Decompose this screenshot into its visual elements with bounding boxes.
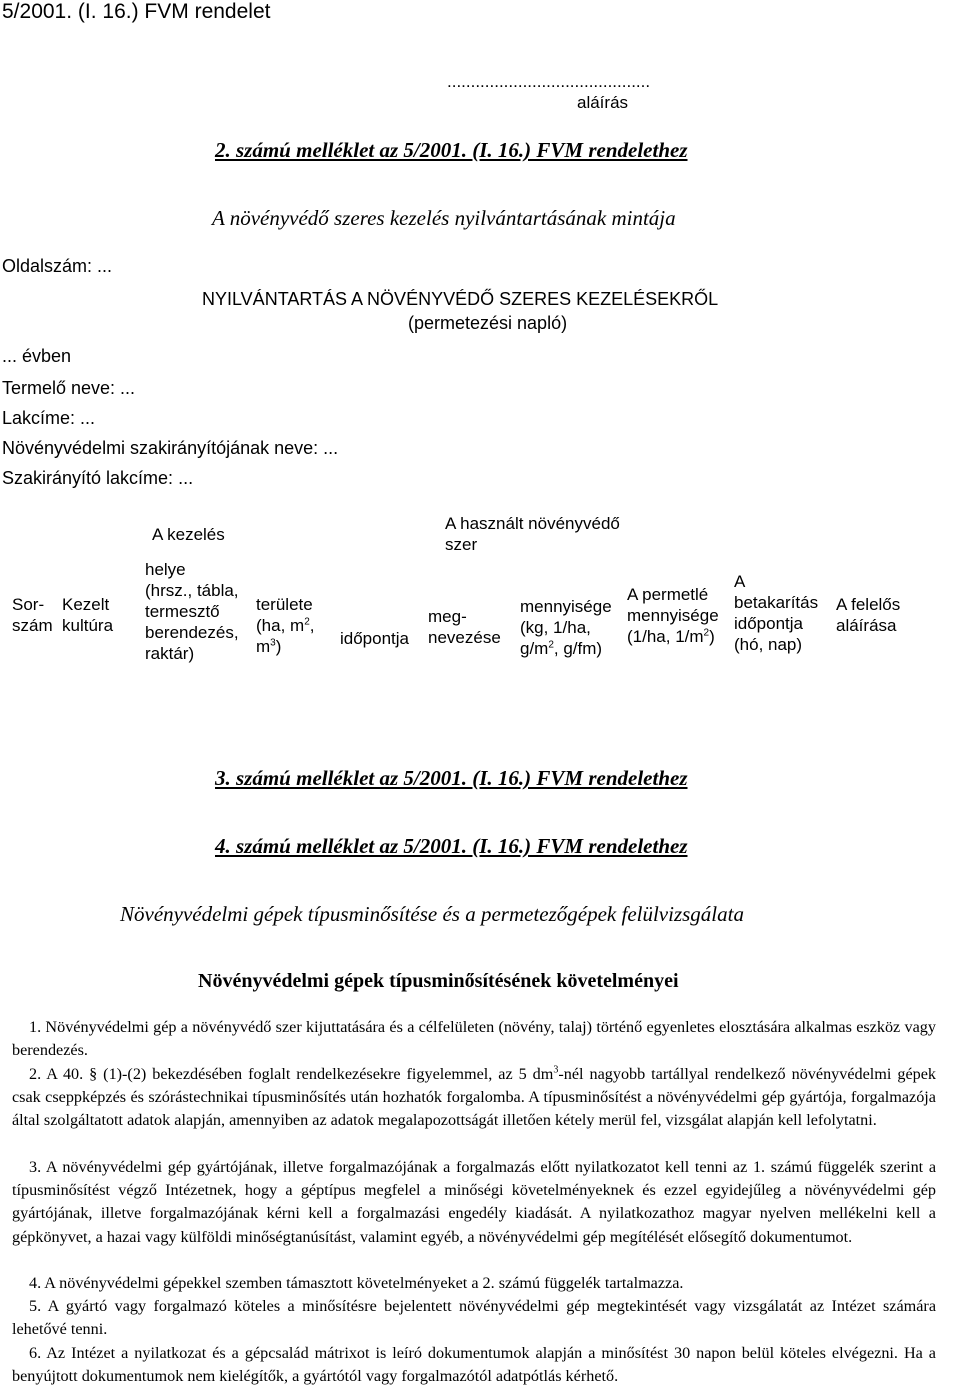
annex4-section-title: Növényvédelmi gépek típusminősítésének követelményei xyxy=(198,970,679,992)
group-hasznalt-szer: A használt növényvédő szer xyxy=(445,514,620,554)
paragraph-3: 3. A növényvédelmi gép gyártójának, illetve forgalmazójának a forgalmazás előtt nyilatkozatot kell tenni az 1. számú függelék szerint a típusminősítést végző Intézetnek, hogy a géptípus megfelel a minőségi követelményeknek és ezzel egyidejűleg a növényvédelmi gép gyártójának, illetve forgalmazójának kérni kell a forgalmazási engedély kiadását. A nyilatkozathoz magyar nyelven mellékelni kell a gépkönyvet, a hazai vagy külföldi minőségtanúsítást, valamint egyéb, a növényvédelmi gép megítélését elősegítő dokumentumot. xyxy=(12,1158,936,1246)
paragraph-2: 2. A 40. § (1)-(2) bekezdésében foglalt rendelkezésekre figyelemmel, az 5 $dm^3$-nél nagyobb tartállyal rendelkező növényvédelmi gépek csak cseppképzés és szórástechnikai típusminősítés után hozhatók forgalomba. A típusminősítést a növényvédelmi gép gyártója, forgalmazója által szolgáltatott adatok alapján, amennyiben az adatok megalapozottságát illetően kétely merül fel, vizsgálat alapján kell lefolytatni. xyxy=(12,1064,936,1130)
annex2-heading: 2. számú melléklet az 5/2001. (I. 16.) FVM rendelethez xyxy=(215,138,688,162)
col-kezelt-kultura: Kezelt kultúra xyxy=(62,595,114,635)
signature-label: aláírás xyxy=(577,93,629,112)
advisor-address-field: Szakirányító lakcíme: ... xyxy=(2,468,194,488)
annex4-heading: 4. számú melléklet az 5/2001. (I. 16.) FVM rendelethez xyxy=(215,834,688,858)
producer-name-field: Termelő neve: ... xyxy=(2,378,136,398)
annex4-title: Növényvédelmi gépek típusminősítése és a permetezőgépek felülvizsgálata xyxy=(120,902,744,926)
page-number-line: Oldalszám: ... xyxy=(2,256,113,276)
col-idopontja: időpontja xyxy=(340,629,410,648)
col-megnevezese: meg- nevezése xyxy=(428,607,501,647)
document-title: 5/2001. (I. 16.) FVM rendelet xyxy=(2,0,271,23)
col-helye: helye (hrsz., tábla, termesztő berendezés, raktár) xyxy=(145,560,239,663)
paragraph-6: 6. Az Intézet a nyilatkozat és a gépcsalád mátrixot is leíró dokumentumok alapján a minősítést 30 napon belül köteles elvégezni. Ha a benyújtott dokumentumok nem kielégítők, a gyártótól vagy forgalmazótól adatpótlás kérhető. xyxy=(12,1344,936,1386)
paragraph-4: 4. A növényvédelmi gépekkel szemben támasztott követelményeket a 2. számú függelék tartalmazza. xyxy=(29,1274,684,1292)
annex3-heading: 3. számú melléklet az 5/2001. (I. 16.) FVM rendelethez xyxy=(215,766,688,790)
producer-address-field: Lakcíme: ... xyxy=(2,408,96,428)
col-betakaritas-idopontja: A betakarítás időpontja (hó, nap) xyxy=(734,572,819,654)
paragraph-1: 1. Növényvédelmi gép a növényvédő szer kijuttatására és a célfelületen (növény, talaj) történő egyenletes elosztására alkalmas eszköz vagy berendezés. xyxy=(12,1018,936,1060)
paragraph-5: 5. A gyártó vagy forgalmazó köteles a minősítésre bejelentett növényvédelmi gép megtekintését vagy vizsgálatát az Intézet számára lehetővé tenni. xyxy=(12,1297,936,1339)
register-subtitle: (permetezési napló) xyxy=(408,313,568,333)
group-a-kezeles: A kezelés xyxy=(152,525,225,544)
col-mennyisege: mennyisége (kg, 1/ha, $g/m^2$, g/fm) xyxy=(520,597,612,658)
col-terulete: területe (ha, $m^2$, $m^3$) xyxy=(256,595,315,656)
col-sorszam: Sor- szám xyxy=(12,595,53,635)
col-felelos-alairasa: A felelős aláírása xyxy=(836,595,901,635)
col-permetle-mennyisege: A permetlé mennyisége (1/ha, $1/m^2$) xyxy=(627,585,719,646)
signature-dots: ........................................... xyxy=(447,72,651,91)
register-title: NYILVÁNTARTÁS A NÖVÉNYVÉDŐ SZERES KEZELÉSEKRŐL xyxy=(202,289,719,309)
year-line: ... évben xyxy=(2,346,72,366)
advisor-name-field: Növényvédelmi szakirányítójának neve: ... xyxy=(2,438,339,458)
annex2-subtitle: A növényvédő szeres kezelés nyilvántartásának mintája xyxy=(212,206,676,230)
